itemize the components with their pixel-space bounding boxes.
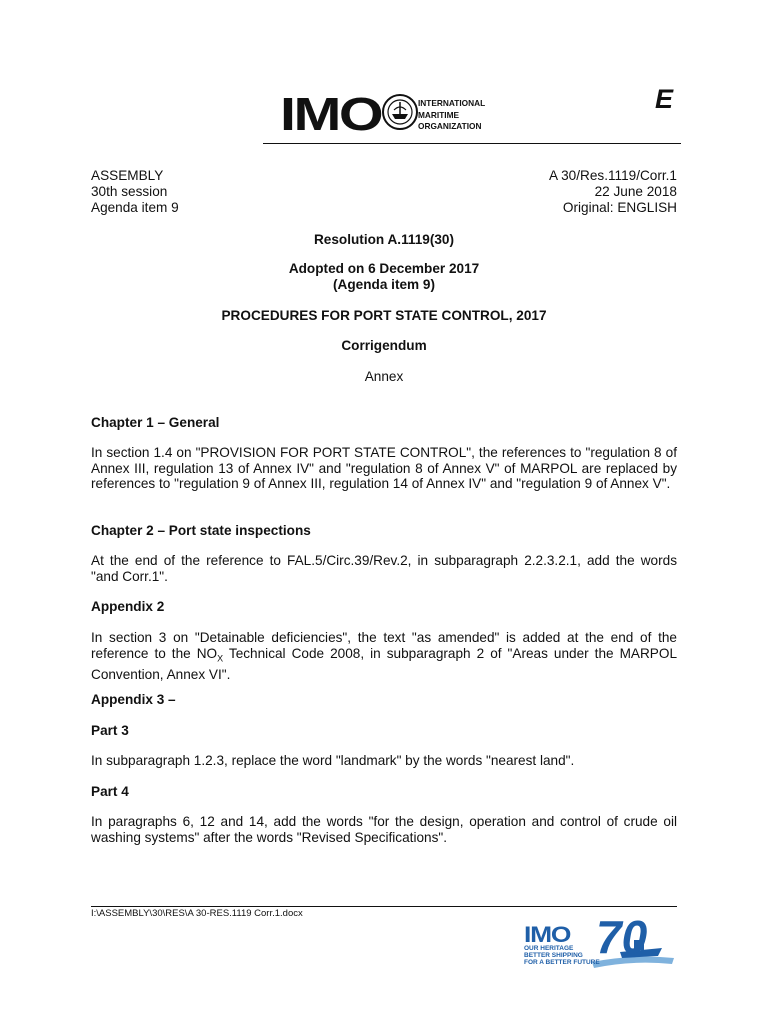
org-name-line: ORGANIZATION (418, 121, 482, 131)
document-date: 22 June 2018 (594, 184, 677, 199)
org-name-line: INTERNATIONAL (418, 98, 486, 108)
section-paragraph: In section 1.4 on "PROVISION FOR PORT STATE CONTROL", the references to "regulation 8 of Annex III, regulation 13 of Annex IV" and "regulation 8 of Annex V" of MARPOL are replaced by references to "regulation 9 of Annex III, regulation 14 of Annex IV" and "regulation 9 of Annex V". (91, 445, 677, 492)
paragraph-text: Technical Code 2008, in subparagraph 2 of "Areas under the MARPOL Convention, Annex VI". (91, 645, 678, 682)
imo-70-logo (522, 911, 682, 970)
tagline-line: BETTER SHIPPING (524, 952, 583, 959)
imo-70-tagline (524, 945, 600, 966)
imo-logo-letters: IMO (280, 88, 382, 140)
org-name-line: MARITIME (418, 109, 460, 120)
imo-70-number: 70 (596, 911, 648, 963)
section-heading: Chapter 1 – General (91, 415, 220, 430)
section-paragraph: At the end of the reference to FAL.5/Circ.39/Rev.2, in subparagraph 2.2.3.2.1, add the words "and Corr.1". (91, 553, 677, 584)
subscript-text: X (217, 653, 224, 664)
agenda-item: Agenda item 9 (91, 200, 179, 215)
section-heading: Appendix 3 – (91, 692, 176, 707)
file-path: I:\ASSEMBLY\30\RES\A 30-RES.1119 Corr.1.docx (91, 908, 303, 919)
imo-70-letters: IMO (524, 922, 571, 947)
document-symbol: A 30/Res.1119/Corr.1 (549, 168, 677, 183)
tagline-line: FOR A BETTER FUTURE (524, 959, 600, 966)
section-heading: Appendix 2 (91, 599, 165, 614)
corrigendum-label: Corrigendum (341, 338, 427, 353)
original-language: Original: ENGLISH (562, 200, 677, 215)
session-info (91, 168, 179, 216)
footer-divider (91, 906, 677, 907)
section-heading: Chapter 2 – Port state inspections (91, 523, 311, 538)
paragraph-text: In section 3 on "Detainable deficiencies", the text "as amended" is added at the end of the reference to the NO (91, 630, 677, 661)
annex-label: Annex (364, 369, 404, 384)
section-heading: Part 3 (91, 723, 129, 738)
section-heading: Part 4 (91, 784, 129, 799)
adoption-date: Adopted on 6 December 2017 (288, 261, 480, 276)
body-name: ASSEMBLY (91, 168, 164, 183)
document-title: PROCEDURES FOR PORT STATE CONTROL, 2017 (221, 308, 547, 323)
section-paragraph: In subparagraph 1.2.3, replace the word "landmark" by the words "nearest land". (91, 753, 575, 768)
section-paragraph (91, 630, 677, 683)
session-number: 30th session (91, 184, 168, 199)
adoption-info (91, 261, 677, 293)
language-code: E (655, 84, 674, 114)
imo-logo (280, 90, 510, 142)
tagline-line: OUR HERITAGE (524, 945, 574, 952)
document-info (549, 168, 677, 216)
header-divider (263, 143, 681, 144)
organization-name (418, 98, 485, 133)
section-paragraph: In paragraphs 6, 12 and 14, add the words "for the design, operation and control of crude oil washing systems" after the words "Revised Specifications". (91, 814, 677, 845)
imo-emblem-icon (380, 92, 420, 132)
resolution-number: Resolution A.1119(30) (313, 232, 454, 247)
adoption-agenda: (Agenda item 9) (333, 277, 435, 292)
